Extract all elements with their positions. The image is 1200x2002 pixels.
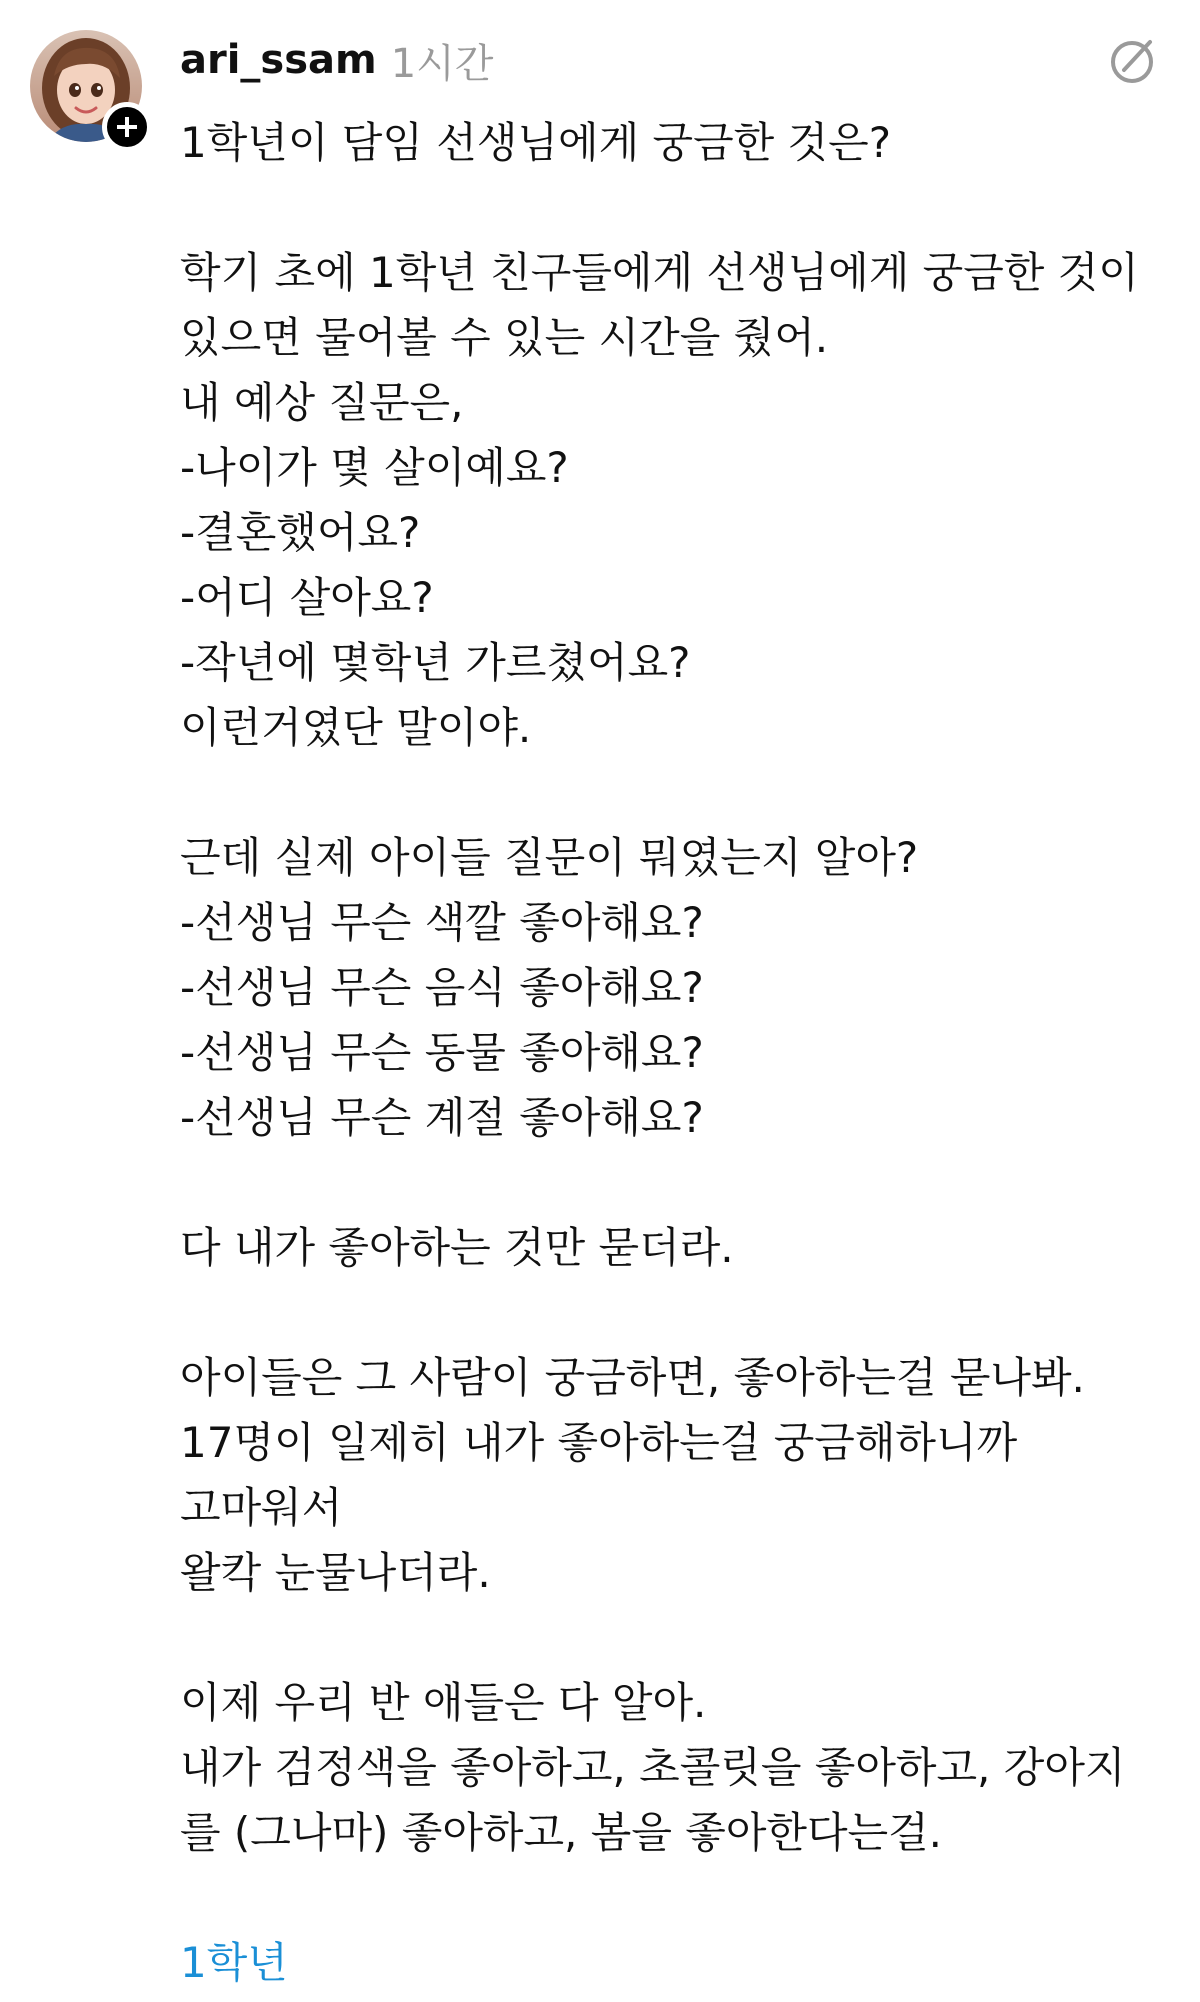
text-line: 내가 검정색을 좋아하고, 초콜릿을 좋아하고, 강아지 xyxy=(180,1743,1126,1792)
paragraph xyxy=(180,110,1180,175)
text-line: -작년에 몇학년 가르쳤어요? xyxy=(180,638,691,687)
text-line: 근데 실제 아이들 질문이 뭐였는지 알아? xyxy=(180,833,919,882)
paragraph xyxy=(180,240,1180,760)
paragraph xyxy=(180,1345,1180,1605)
text-line: 왈칵 눈물나더라. xyxy=(180,1548,491,1597)
post-time: 1시간 xyxy=(390,40,494,87)
paragraph xyxy=(180,1215,1180,1280)
text-line: -어디 살아요? xyxy=(180,573,434,622)
text-line: -나이가 몇 살이예요? xyxy=(180,443,569,492)
text-line: 내 예상 질문은, xyxy=(180,378,464,427)
text-line: -선생님 무슨 동물 좋아해요? xyxy=(180,1028,704,1077)
paragraph xyxy=(180,1670,1180,1865)
text-line: 를 (그나마) 좋아하고, 봄을 좋아한다는걸. xyxy=(180,1808,943,1857)
text-line: -결혼했어요? xyxy=(180,508,421,557)
follow-button[interactable] xyxy=(102,102,152,152)
text-line: 있으면 물어볼 수 있는 시간을 줬어. xyxy=(180,313,829,362)
text-line: 17명이 일제히 내가 좋아하는걸 궁금해하니까 xyxy=(180,1418,1018,1467)
more-options-button[interactable] xyxy=(1108,34,1160,86)
text-line: 학기 초에 1학년 친구들에게 선생님에게 궁금한 것이 xyxy=(180,248,1139,297)
text-line: 이제 우리 반 애들은 다 알아. xyxy=(180,1678,707,1727)
topic-tag[interactable]: 1학년 xyxy=(180,1938,288,1987)
text-line: -선생님 무슨 계절 좋아해요? xyxy=(180,1093,704,1142)
username[interactable]: ari_ssam xyxy=(180,37,377,83)
circle-slash-icon xyxy=(1108,34,1160,86)
plus-icon xyxy=(114,114,140,140)
post-body xyxy=(180,110,1180,1995)
paragraph xyxy=(180,825,1180,1150)
text-line: 이런거였단 말이야. xyxy=(180,703,532,752)
text-line: 고마워서 xyxy=(180,1483,343,1532)
text-line: -선생님 무슨 음식 좋아해요? xyxy=(180,963,704,1012)
avatar-container[interactable] xyxy=(30,30,142,142)
text-line: 1학년이 담임 선생님에게 궁금한 것은? xyxy=(180,118,891,167)
post-header xyxy=(180,28,493,92)
text-line: -선생님 무슨 색깔 좋아해요? xyxy=(180,898,704,947)
text-line: 다 내가 좋아하는 것만 묻더라. xyxy=(180,1223,734,1272)
text-line: 아이들은 그 사람이 궁금하면, 좋아하는걸 묻나봐. xyxy=(180,1353,1085,1402)
